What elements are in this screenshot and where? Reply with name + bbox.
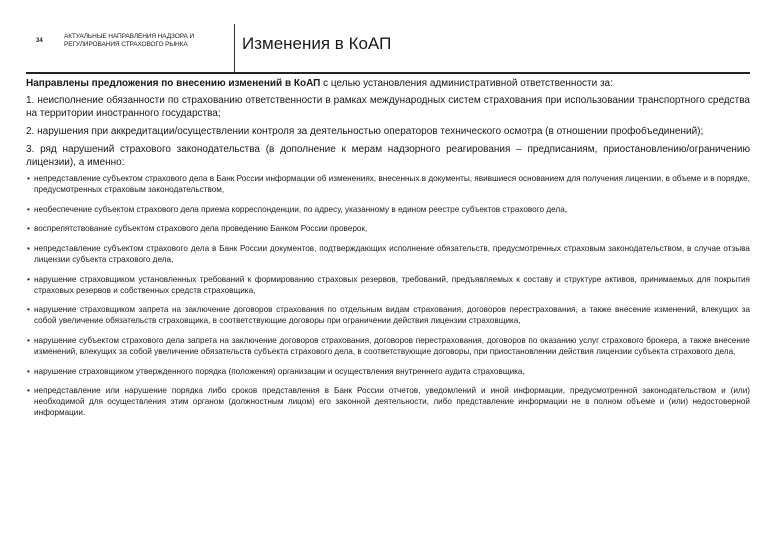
bullet-icon: • bbox=[27, 366, 30, 376]
slide-header bbox=[26, 0, 750, 74]
bullet-icon: • bbox=[27, 224, 30, 234]
bullet-icon: • bbox=[27, 335, 30, 345]
list-item-2: 2. нарушения при аккредитации/осуществлении контроля за деятельностью операторов технического осмотра (в отношении профобъединений); bbox=[26, 126, 704, 137]
intro-text: с целью установления административной ответственности за: bbox=[320, 78, 613, 89]
violation-text: непредставление субъектом страхового дела в Банк России документов, подтверждающих исполнение обязательств, предусмотренных страховым законодательством, в случае отзыва лицензии субъекта страхового дела, bbox=[34, 244, 750, 264]
violation-item bbox=[26, 305, 750, 327]
slide-title: Изменения в КоАП bbox=[242, 34, 392, 53]
violation-item bbox=[26, 205, 750, 216]
violation-item bbox=[26, 275, 750, 297]
violation-item bbox=[26, 367, 750, 378]
header-divider bbox=[234, 24, 235, 72]
violation-item bbox=[26, 224, 750, 235]
violation-text: воспрепятствование субъектом страхового дела проведению Банком России проверок, bbox=[34, 224, 368, 234]
violation-item bbox=[26, 336, 750, 358]
bullet-icon: • bbox=[27, 386, 30, 396]
violation-text: нарушение страховщиком установленных требований к формированию страховых резервов, требований, предъявляемых к составу и структуре активов, принимаемых для покрытия страховых резервов и собственных средств страховщика, bbox=[34, 274, 750, 295]
violations-list bbox=[26, 174, 750, 419]
list-item-1: 1. неисполнение обязанности по страхованию ответственности в рамках международных систем страхования при использовании транспортного средства на территории иностранного государства; bbox=[26, 95, 750, 119]
intro-bold-text: Направлены предложения по внесению изменений в КоАП bbox=[26, 78, 321, 89]
violation-text: необеспечение субъектом страхового дела приема корреспонденции, по адресу, указанному в едином реестре субъектов страхового дела, bbox=[34, 204, 568, 214]
violation-text: непредставление или нарушение порядка либо сроков представления в Банк России отчетов, уведомлений и иной информации, предусмотренной законодательством и (или) необходимой для осуществления этим органом (должностным лицом) его законной деятельности, либо представление информации не в полном объеме и (или) недостоверной информации. bbox=[34, 386, 750, 417]
page-number: 34 bbox=[36, 38, 43, 44]
bullet-icon: • bbox=[27, 244, 30, 254]
violation-text: нарушение страховщиком запрета на заключение договоров страхования по отдельным видам страхования, договоров перестрахования, а также внесение изменений, влекущих за собой увеличение обязательств страховщика, в соответствующие договоры при ограничении действия лицензии страховщика, bbox=[34, 305, 750, 326]
slide-content bbox=[26, 74, 750, 419]
intro-paragraph bbox=[26, 77, 750, 90]
violation-text: нарушение страховщиком утвержденного порядка (положения) организации и осуществления внутреннего аудита страховщика, bbox=[34, 366, 525, 376]
list-item-3: 3. ряд нарушений страхового законодательства (в дополнение к мерам надзорного реагирования – предписаниям, приостановлению/ограничению лицензии), а именно: bbox=[26, 144, 750, 168]
violation-item bbox=[26, 386, 750, 418]
bullet-icon: • bbox=[27, 174, 30, 183]
violation-text: нарушение субъектом страхового дела запрета на заключение договоров страхования, договоров перестрахования, договоров по оказанию услуг страхового брокера, а также внесение изменений, влекущих за собой увеличение обязательств субъекта страхового дела, в соответствующие договоры, при приостановлении действия лицензии субъекта страхового дела, bbox=[34, 335, 750, 356]
section-title: АКТУАЛЬНЫЕ НАПРАВЛЕНИЯ НАДЗОРА И РЕГУЛИРОВАНИЯ СТРАХОВОГО РЫНКА bbox=[64, 33, 195, 48]
violation-item bbox=[26, 174, 750, 196]
violation-item bbox=[26, 244, 750, 266]
violation-text: непредставление субъектом страхового дела в Банк России информации об изменениях, внесенных в документы, явившиеся основанием для получения лицензии, в объеме и в порядке, предусмотренных страховым законодательством, bbox=[34, 174, 750, 194]
bullet-icon: • bbox=[27, 274, 30, 284]
bullet-icon: • bbox=[27, 204, 30, 214]
bullet-icon: • bbox=[27, 305, 30, 315]
